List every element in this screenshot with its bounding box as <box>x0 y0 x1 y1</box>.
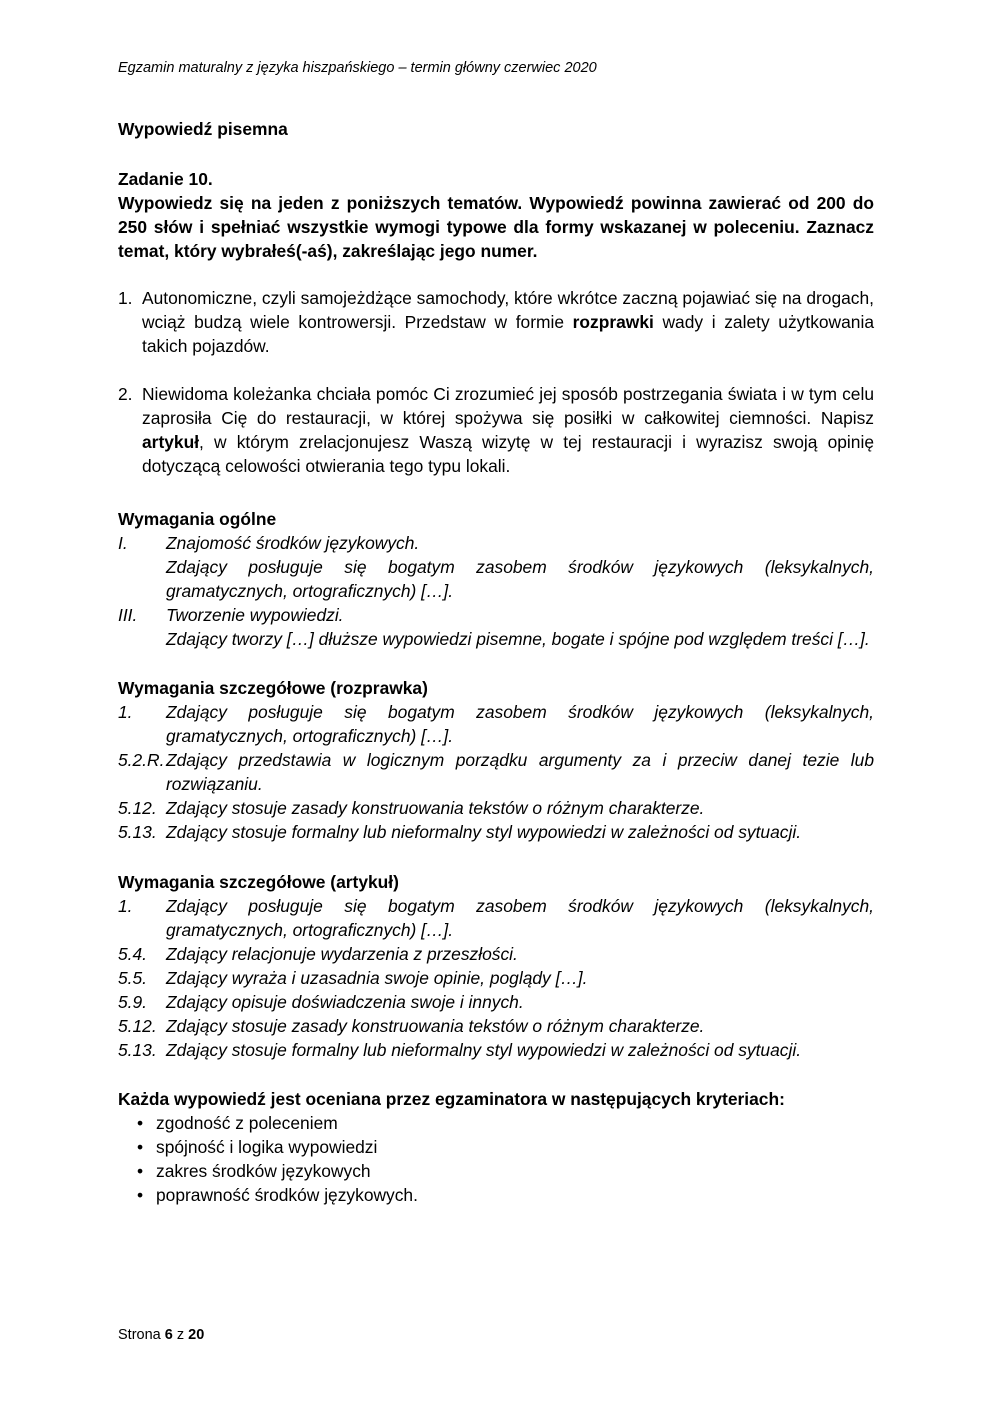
requirement-item <box>118 820 874 844</box>
bullet-icon: • <box>137 1137 144 1157</box>
topic-item[interactable] <box>118 382 874 478</box>
topic-text <box>142 286 874 358</box>
requirement-desc: Zdający posługuje się bogatym zasobem środków językowych (leksykalnych, gramatycznych, ortograficznych) […]. <box>166 557 874 601</box>
requirement-text: Zdający stosuje formalny lub nieformalny styl wypowiedzi w zależności od sytuacji. <box>166 822 802 842</box>
section-title: Wypowiedź pisemna <box>118 119 288 139</box>
exam-page <box>118 0 874 1404</box>
bullet-icon: • <box>137 1185 144 1205</box>
requirement-body <box>166 603 874 651</box>
requirement-text: Zdający stosuje formalny lub nieformalny styl wypowiedzi w zależności od sytuacji. <box>166 1040 802 1060</box>
requirement-text: Zdający posługuje się bogatym zasobem środków językowych (leksykalnych, gramatycznych, ortograficznych) […]. <box>166 896 874 940</box>
requirement-item <box>118 1038 874 1062</box>
requirement-code: 1. <box>118 702 133 722</box>
topic-text-part: wady i zalety użytkowania takich pojazdów. <box>142 312 874 356</box>
topics-list <box>118 286 874 478</box>
requirement-text: Zdający stosuje zasady konstruowania tekstów o różnym charakterze. <box>166 798 705 818</box>
essay-requirements-title: Wymagania szczegółowe (rozprawka) <box>118 678 428 698</box>
bullet-icon: • <box>137 1161 144 1181</box>
criteria-text: spójność i logika wypowiedzi <box>156 1137 378 1157</box>
detailed-requirements-article <box>118 870 874 1062</box>
criteria-item <box>118 1111 874 1135</box>
requirement-text: Zdający przedstawia w logicznym porządku argumenty za i przeciw danej tezie lub rozwiązaniu. <box>166 750 874 794</box>
requirement-body <box>166 531 874 603</box>
page-header: Egzamin maturalny z języka hiszpańskiego – termin główny czerwiec 2020 <box>118 60 597 76</box>
topic-text-part: Autonomiczne, czyli samojeżdżące samochody, które wkrótce zaczną pojawiać się na drogach, wciąż budzą wiele kontrowersji. Przedstaw w formie <box>142 288 874 332</box>
requirement-text: Zdający stosuje zasady konstruowania tekstów o różnym charakterze. <box>166 1016 705 1036</box>
requirement-item <box>118 700 874 748</box>
requirement-code: 5.5. <box>118 968 148 988</box>
requirement-item <box>118 990 874 1014</box>
topic-form: rozprawki <box>572 312 654 332</box>
topic-number[interactable]: 1. <box>118 288 133 308</box>
page-footer <box>118 1326 204 1344</box>
requirement-title: Tworzenie wypowiedzi. <box>166 605 344 625</box>
requirement-text: Zdający relacjonuje wydarzenia z przeszłości. <box>166 944 518 964</box>
criteria-text: zgodność z poleceniem <box>156 1113 338 1133</box>
requirement-item <box>118 603 874 651</box>
criteria-item <box>118 1159 874 1183</box>
criteria-text: zakres środków językowych <box>156 1161 371 1181</box>
requirement-code: 5.13. <box>118 1040 157 1060</box>
requirement-item <box>118 1014 874 1038</box>
footer-page: 6 <box>164 1327 173 1343</box>
article-requirements-title: Wymagania szczegółowe (artykuł) <box>118 872 399 892</box>
topic-text <box>142 382 874 478</box>
requirement-item <box>118 796 874 820</box>
requirement-code: 1. <box>118 896 133 916</box>
general-requirements-title: Wymagania ogólne <box>118 509 277 529</box>
footer-sep: z <box>176 1327 185 1343</box>
requirement-item <box>118 894 874 942</box>
criteria-title: Każda wypowiedź jest oceniana przez egzaminatora w następujących kryteriach: <box>118 1089 785 1109</box>
criteria-list <box>118 1111 874 1207</box>
requirement-code: 5.13. <box>118 822 157 842</box>
requirement-desc: Zdający tworzy […] dłuższe wypowiedzi pisemne, bogate i spójne pod względem treści […]. <box>166 629 870 649</box>
requirement-item <box>118 966 874 990</box>
footer-prefix: Strona <box>118 1327 161 1343</box>
requirement-code: I. <box>118 533 128 553</box>
criteria-item <box>118 1183 874 1207</box>
requirement-text: Zdający opisuje doświadczenia swoje i innych. <box>166 992 524 1012</box>
requirement-title: Znajomość środków językowych. <box>166 533 420 553</box>
assessment-criteria <box>118 1087 874 1207</box>
requirement-code: 5.9. <box>118 992 148 1012</box>
footer-total: 20 <box>188 1327 205 1343</box>
bullet-icon: • <box>137 1113 144 1133</box>
detailed-requirements-essay <box>118 676 874 844</box>
requirement-item <box>118 748 874 796</box>
requirement-item <box>118 942 874 966</box>
requirement-code: 5.2.R. <box>118 750 165 770</box>
task <box>118 167 874 263</box>
task-instruction: Wypowiedz się na jeden z poniższych tematów. Wypowiedź powinna zawierać od 200 do 250 słów i spełniać wszystkie wymogi typowe dla formy wskazanej w poleceniu. Zaznacz temat, który wybrałeś(-aś), zakreślając jego numer. <box>118 193 874 261</box>
topic-number[interactable]: 2. <box>118 384 133 404</box>
requirement-code: 5.12. <box>118 1016 157 1036</box>
topic-item[interactable] <box>118 286 874 358</box>
requirement-text: Zdający wyraża i uzasadnia swoje opinie, poglądy […]. <box>166 968 588 988</box>
requirement-code: 5.12. <box>118 798 157 818</box>
topic-text-part: Niewidoma koleżanka chciała pomóc Ci zrozumieć jej sposób postrzegania świata i w tym celu zaprosiła Cię do restauracji, w której spożywa się posiłki w całkowitej ciemności. Napisz <box>142 384 874 428</box>
task-label: Zadanie 10. <box>118 169 213 189</box>
requirement-item <box>118 531 874 603</box>
topic-text-part: , w którym zrelacjonujesz Waszą wizytę w tej restauracji i wyrazisz swoją opinię dotyczącą celowości otwierania tego typu lokali. <box>142 432 874 476</box>
requirement-text: Zdający posługuje się bogatym zasobem środków językowych (leksykalnych, gramatycznych, ortograficznych) […]. <box>166 702 874 746</box>
criteria-item <box>118 1135 874 1159</box>
topic-form: artykuł <box>142 432 200 452</box>
criteria-text: poprawność środków językowych. <box>156 1185 418 1205</box>
requirement-code: 5.4. <box>118 944 148 964</box>
requirement-code: III. <box>118 605 138 625</box>
general-requirements <box>118 507 874 651</box>
